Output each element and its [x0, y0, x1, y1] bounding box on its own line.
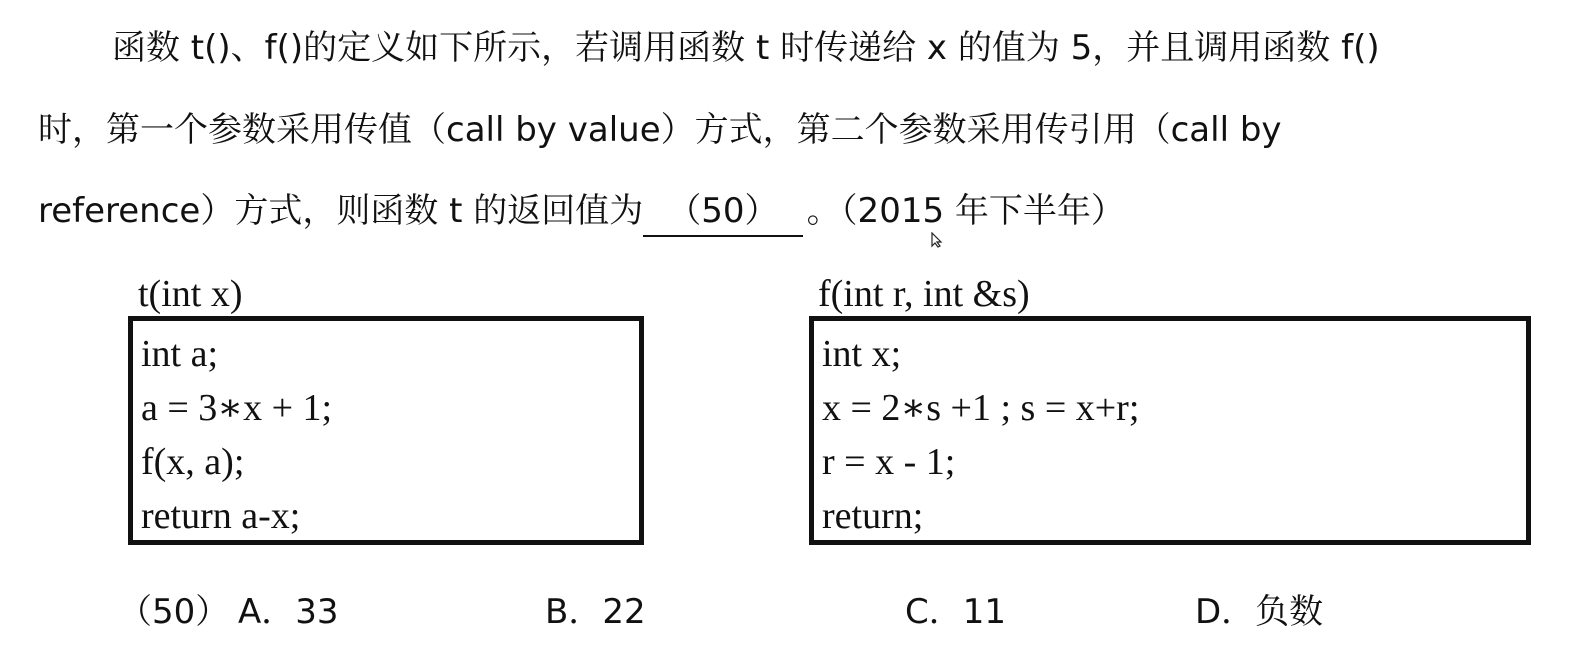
option-d[interactable]: D．负数 — [1195, 592, 1324, 632]
code-line: return; — [822, 495, 924, 537]
question-line-3-tail: 。（2015 年下半年） — [806, 191, 1125, 231]
code-line: int x; — [822, 333, 902, 375]
function-t-signature: t(int x) — [138, 273, 243, 315]
question-number: （50） — [118, 592, 230, 632]
question-line-3 — [38, 189, 1125, 237]
code-line: x = 2∗s +1 ; s = x+r; — [822, 387, 1140, 429]
function-t-code-box — [128, 316, 644, 545]
question-line-2: 时，第一个参数采用传值（call by value）方式，第二个参数采用传引用（call by — [38, 110, 1282, 150]
code-line: r = x - 1; — [822, 441, 956, 483]
code-line: return a-x; — [141, 495, 301, 537]
mouse-cursor-icon — [930, 232, 944, 248]
function-f-code-box — [809, 316, 1531, 545]
option-c[interactable]: C．11 — [905, 592, 1007, 632]
code-line: a = 3∗x + 1; — [141, 387, 333, 429]
function-f-signature: f(int r, int &s) — [818, 273, 1030, 315]
question-line-1: 函数 t()、f()的定义如下所示，若调用函数 t 时传递给 x 的值为 5，并且调用函数 f() — [112, 28, 1380, 68]
question-line-3-text: reference）方式，则函数 t 的返回值为 — [38, 191, 644, 231]
option-a[interactable]: A．33 — [238, 592, 339, 632]
option-b[interactable]: B．22 — [545, 592, 646, 632]
code-line: f(x, a); — [141, 441, 245, 483]
code-line: int a; — [141, 333, 219, 375]
answer-blank: （50） — [643, 189, 802, 237]
